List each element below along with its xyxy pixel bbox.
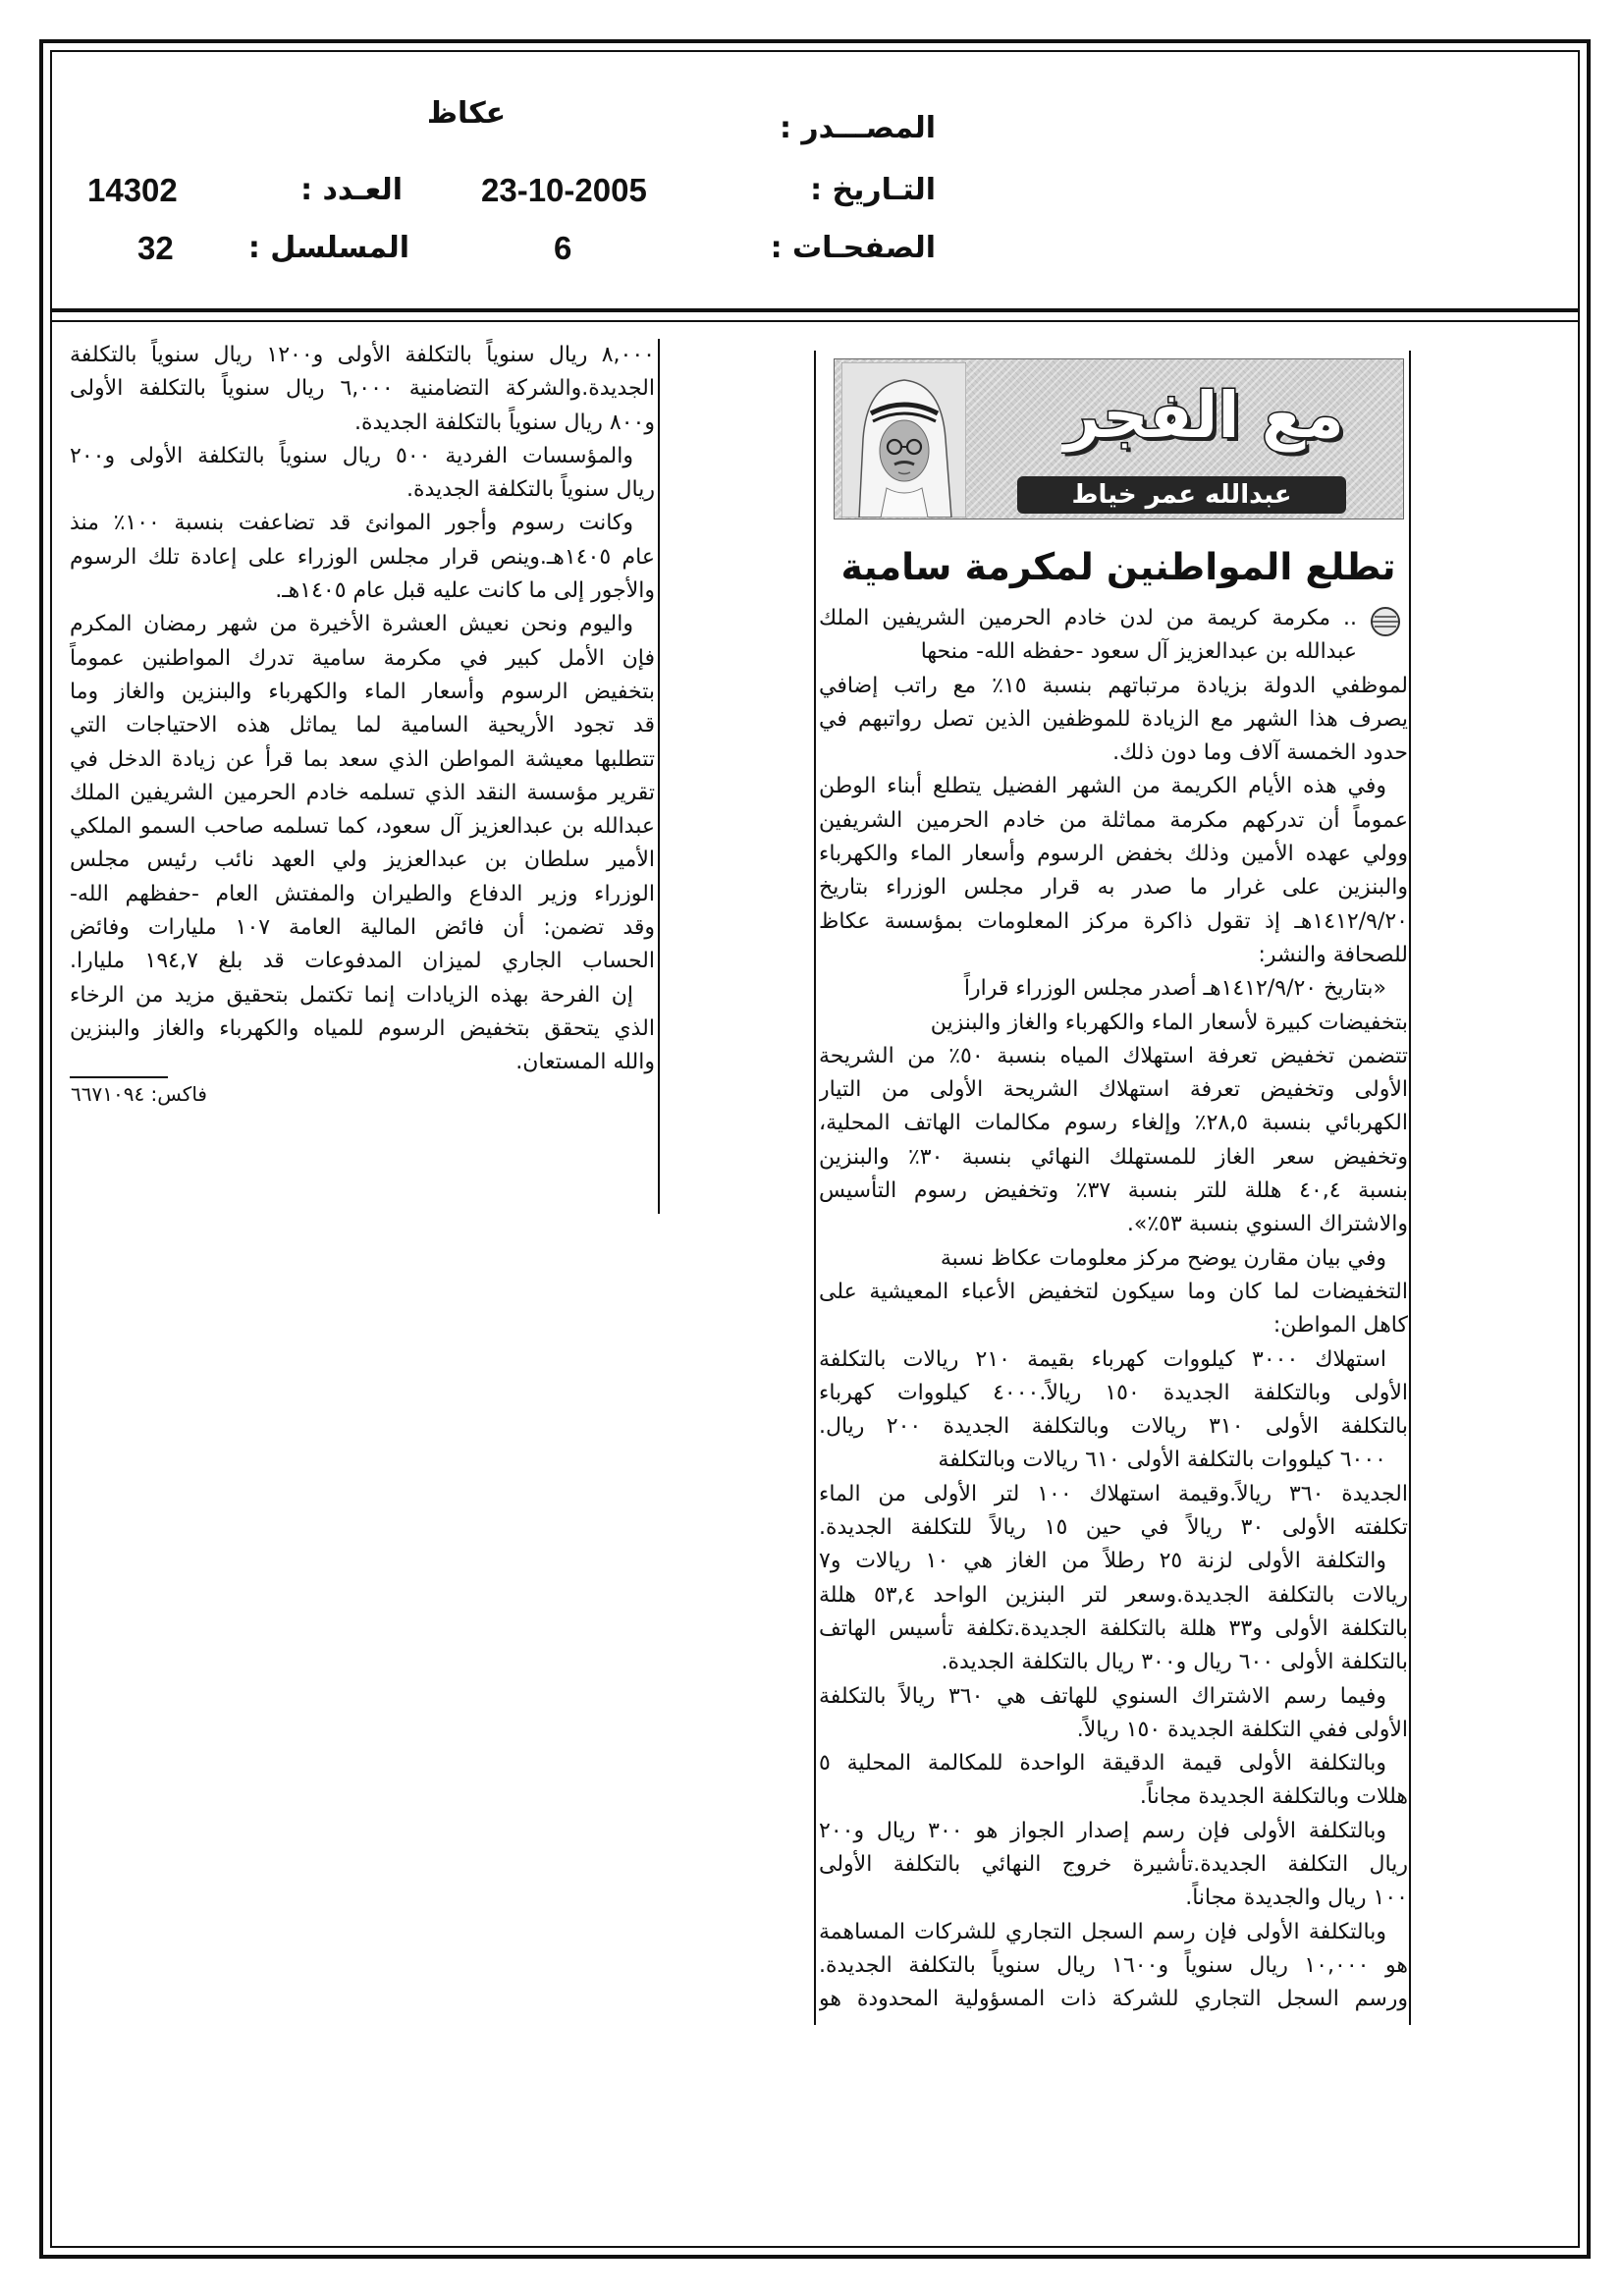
- source-label: المصـــدر :: [779, 111, 936, 145]
- text-line: التخفيضات لما كان وما سيكون لتخفيض الأعباء المعيشية على: [819, 1279, 1408, 1304]
- text-line: و٨٠٠ ريال سنوياً بالتكلفة الجديدة.: [353, 410, 655, 435]
- paragraph: [70, 608, 655, 978]
- text-line: بتخفيضات كبيرة لأسعار الماء والكهرباء والغاز والبنزين: [930, 1010, 1408, 1035]
- pages-value: 6: [554, 230, 572, 266]
- text-line: ٦٠٠٠ كيلووات بالتكلفة الأولى ٦١٠ ريالات وبالتكلفة: [938, 1448, 1386, 1473]
- author-name: عبدالله عمر خياط: [1017, 476, 1346, 514]
- text-line: الذي يتحقق بتخفيض الرسوم للمياه والكهرباء والغاز والبنزين: [70, 1015, 655, 1041]
- text-line: والأجور إلى ما كانت عليه قبل عام ١٤٠٥هـ.: [275, 578, 655, 604]
- text-line: هو ١٠,٠٠٠ ريال سنوياً و١٦٠٠ ريال سنوياً بالتكلفة الجديدة.: [819, 1952, 1408, 1978]
- text-line: بتخفيض الرسوم وأسعار الماء والكهرباء والبنزين والغاز وما: [70, 679, 655, 704]
- paragraph: [819, 1916, 1408, 2017]
- text-line: وبالتكلفة الأولى فإن رسم السجل التجاري للشركات المساهمة: [819, 1919, 1386, 1944]
- text-line: هللات وبالتكلفة الجديدة مجاناً.: [1139, 1784, 1408, 1810]
- left-column-text: [70, 339, 655, 1080]
- text-line: تكلفته الأولى ٣٠ ريالاً في حين ١٥ ريالاً للتكلفة الجديدة.: [819, 1515, 1408, 1541]
- paragraph: [70, 979, 655, 1080]
- text-line: يصرف هذا الشهر مع الزيادة للموظفين الذين تصل رواتبهم في: [819, 706, 1408, 732]
- article-headline: تطلع المواطنين لمكرمة سامية: [840, 545, 1396, 588]
- text-line: الأمير سلطان بن عبدالعزيز ولي العهد نائب رئيس مجلس: [70, 847, 655, 873]
- text-line: لموظفي الدولة بزيادة مرتباتهم بنسبة ١٥٪ مع راتب إضافي: [819, 673, 1408, 698]
- text-line: وفيما رسم الاشتراك السنوي للهاتف هي ٣٦٠ ريالاً بالتكلفة: [819, 1683, 1386, 1709]
- text-line: وبالتكلفة الأولى قيمة الدقيقة الواحدة للمكالمة المحلية ٥: [819, 1751, 1386, 1777]
- text-line: الحساب الجاري لميزان المدفوعات قد بلغ ١٩٤,٧ مليارا.: [70, 949, 655, 974]
- text-line: فإن الأمل كبير في مكرمة سامية تدرك المواطنين عموماً: [70, 645, 655, 671]
- left-column-rule: [658, 339, 660, 1214]
- text-line: ٨,٠٠٠ ريال سنوياً بالتكلفة الأولى و١٢٠٠ ريال سنوياً بالتكلفة: [70, 343, 655, 367]
- text-line: عبدالله بن عبدالعزيز آل سعود -حفظه الله- منحها: [920, 639, 1357, 665]
- text-line: وفي بيان مقارن يوضح مركز معلومات عكاظ نسبة: [940, 1245, 1386, 1271]
- header-divider-thick: [50, 308, 1580, 312]
- text-line: واليوم ونحن نعيش العشرة الأخيرة من شهر رمضان المكرم: [70, 612, 633, 637]
- text-line: ورسم السجل التجاري للشركة ذات المسؤولية المحدودة هو: [819, 1987, 1408, 2012]
- text-line: إن الفرحة بهذه الزيادات إنما تكتمل بتحقيق مزيد من الرخاء: [70, 982, 633, 1008]
- text-line: بالتكلفة الأولى ٦٠٠ ريال و٣٠٠ ريال بالتكلفة الجديدة.: [941, 1650, 1408, 1675]
- text-line: حدود الخمسة آلاف وما دون ذلك.: [1112, 740, 1408, 766]
- text-line: ١٤١٢/٩/٢٠هـ إذ تقول ذاكرة مركز المعلومات بمؤسسة عكاظ: [819, 908, 1408, 934]
- paragraph: [70, 339, 655, 440]
- column-banner: [834, 358, 1404, 519]
- text-line: ١٠٠ ريال والجديدة مجاناً.: [1185, 1886, 1408, 1911]
- text-line: الكهربائي بنسبة ٢٨,٥٪ وإلغاء رسوم مكالمات الهاتف المحلية،: [819, 1111, 1408, 1136]
- paragraph: [819, 602, 1408, 770]
- text-line: وبالتكلفة الأولى فإن رسم إصدار الجواز هو ٣٠٠ ريال و٢٠٠: [819, 1818, 1386, 1843]
- paragraph: [819, 1680, 1408, 1748]
- paragraph: [819, 1545, 1408, 1679]
- date-label: التـاريخ :: [810, 173, 936, 207]
- paragraph: [70, 440, 655, 508]
- issue-value: 14302: [87, 172, 178, 208]
- text-line: وكانت رسوم وأجور الموانئ قد تضاعفت بنسبة ١٠٠٪ منذ: [70, 511, 634, 536]
- text-line: الأولى وتخفيض تعرفة استهلاك الشريحة الأولى من التيار: [819, 1077, 1408, 1103]
- fax-number: فاكس: ٦٦٧١٠٩٤: [71, 1082, 207, 1106]
- paragraph: [70, 507, 655, 608]
- text-line: الوزراء وزير الدفاع والطيران والمفتش العام -حفظهم الله-: [70, 881, 655, 906]
- text-line: والبنزين على غرار ما صدر به قرار مجلس الوزراء بتاريخ: [819, 875, 1408, 901]
- text-line: ريال سنوياً بالتكلفة الجديدة.: [406, 477, 655, 503]
- paragraph: [819, 1815, 1408, 1916]
- text-line: وفي هذه الأيام الكريمة من الشهر الفضيل يتطلع أبناء الوطن: [819, 774, 1386, 799]
- text-line: قد تجود الأريحية السامية لما يماثل هذه الاحتياجات التي: [70, 713, 655, 738]
- text-line: والله المستعان.: [515, 1050, 655, 1075]
- text-line: الجديدة.والشركة التضامنية ٦,٠٠٠ ريال سنوياً بالتكلفة الأولى: [70, 376, 655, 402]
- text-line: تتطلبها معيشة المواطن الذي سعد بما قرأ عن زيادة الدخل في: [70, 746, 655, 772]
- date-value: 23-10-2005: [481, 172, 647, 208]
- header-divider-thin: [50, 320, 1580, 322]
- text-line: والمؤسسات الفردية ٥٠٠ ريال سنوياً بالتكلفة الأولى و٢٠٠: [70, 443, 633, 468]
- source-value: عكاظ: [426, 96, 507, 131]
- paragraph: [819, 1343, 1408, 1445]
- author-portrait-icon: [841, 362, 966, 518]
- serial-value: 32: [137, 230, 174, 266]
- text-line: والتكلفة الأولى لزنة ٢٥ رطلاً من الغاز هي ١٠ ريالات و٧: [819, 1549, 1386, 1574]
- text-line: والاشتراك السنوي بنسبة ٥٣٪».: [1126, 1212, 1408, 1237]
- right-column-text: [819, 602, 1408, 2016]
- text-line: ريال التكلفة الجديدة.تأشيرة خروج النهائي بالتكلفة الأولى: [819, 1851, 1408, 1877]
- text-line: كاهل المواطن:: [1272, 1313, 1408, 1339]
- text-line: بالتكلفة الأولى ٣١٠ ريالات وبالتكلفة الجديدة ٢٠٠ ريال.: [819, 1414, 1408, 1440]
- text-line: تتضمن تخفيض تعرفة استهلاك المياه بنسبة ٥٠٪ من الشريحة: [819, 1043, 1408, 1068]
- column-name: مع الفجر: [1063, 379, 1344, 453]
- text-line: للصحافة والنشر:: [1258, 942, 1408, 967]
- paragraph: [819, 1242, 1408, 1343]
- text-line: بنسبة ٤٠,٤ هللة للتر بنسبة ٣٧٪ وتخفيض رسوم التأسيس: [819, 1178, 1408, 1204]
- text-line: عبدالله بن عبدالعزيز آل سعود، كما تسلمه صاحب السمو الملكي: [70, 814, 655, 840]
- text-line: استهلاك ٣٠٠٠ كيلووات كهرباء بقيمة ٢١٠ ريالات بالتكلفة: [819, 1346, 1386, 1372]
- paragraph: [819, 770, 1408, 972]
- text-line: ريالات بالتكلفة الجديدة.وسعر لتر البنزين الواحد ٥٣,٤ هللة: [819, 1582, 1408, 1608]
- text-line: وتخفيض سعر الغاز للمستهلك النهائي بنسبة ٣٠٪ والبنزين: [819, 1144, 1408, 1170]
- text-line: عام ١٤٠٥هـ.وينص قرار مجلس الوزراء على إعادة تلك الرسوم: [70, 544, 655, 570]
- text-line: وقد تضمن: أن فائض المالية العامة ١٠٧ مليارات وفائض: [70, 915, 655, 941]
- issue-label: العـدد :: [300, 173, 403, 207]
- text-line: .. مكرمة كريمة من لدن خادم الحرمين الشريفين الملك: [819, 606, 1357, 630]
- text-line: الجديدة ٣٦٠ ريالاً.وقيمة استهلاك ١٠٠ لتر الأولى من الماء: [819, 1481, 1408, 1506]
- text-line: وولي عهده الأمين وذلك بخفض الرسوم وأسعار الماء والكهرباء: [819, 842, 1408, 867]
- text-line: الأولى وبالتكلفة الجديدة ١٥٠ ريالاً.٤٠٠٠ كيلووات كهرباء: [819, 1380, 1408, 1405]
- text-line: تقرير مؤسسة النقد الذي تسلمه خادم الحرمين الشريفين الملك: [70, 780, 655, 805]
- text-line: عموماً أن تدركهم مكرمة مماثلة من خادم الحرمين الشريفين: [819, 807, 1408, 833]
- pages-label: الصفحـات :: [770, 231, 936, 265]
- serial-label: المسلسل :: [247, 231, 409, 265]
- text-line: بالتكلفة الأولى و٣٣ هللة بالتكلفة الجديدة.تكلفة تأسيس الهاتف: [819, 1615, 1408, 1641]
- text-line: الأولى ففي التكلفة الجديدة ١٥٠ ريالاً.: [1076, 1717, 1408, 1742]
- paragraph: [819, 1444, 1408, 1545]
- paragraph: [819, 1747, 1408, 1815]
- paragraph: [819, 972, 1408, 1241]
- fax-divider: [70, 1076, 168, 1078]
- text-line: «بتاريخ ١٤١٢/٩/٢٠هـ أصدر مجلس الوزراء قراراً: [963, 976, 1386, 1002]
